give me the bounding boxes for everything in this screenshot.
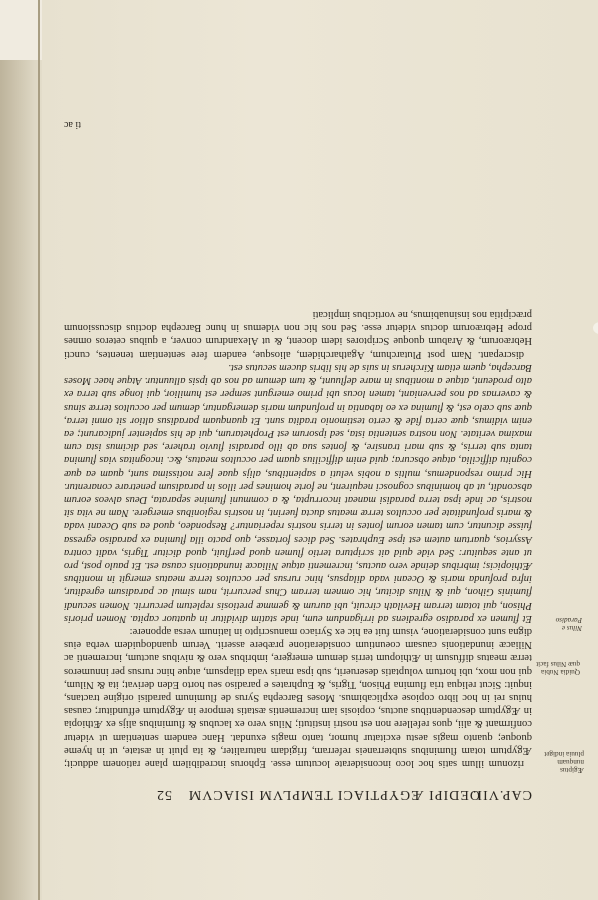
- paper-edge-stain: [0, 0, 42, 60]
- running-title: OEDIPI ÆGYPTIACI TEMPLVM ISIACVM: [187, 787, 480, 802]
- page-number: 52: [156, 787, 172, 802]
- paragraph-1: rizonum illum satis hoc loco inconsiderate locutum esse. Ephorus incredibilem plane rationem adducit; Ægyptum totam fluminibus subterraneis referram, frigidam naturaliter, & ita pluit in æstate, ut in hyeme quoque; quanto magis aestu excitatur humor, tanto magis exundat. Hanc eandem sententiam ut videtur confirmant & alii, quos refellere non est nostri instituti; Nilus vero ex lacubus & fluminibus alijs ex Æthiopia in Ægyptum descendentibus auctus, copiosis iam incrementis æstatis tempore in Ægyptum effunditur; causas huius rei in hoc libro copiose explicabimus. Moses Barcepha Syrus de fluminum paradisi origine tractans, inquit: Sicut reliqua tria flumina Phison, Tigris, & Euphrates e paradiso seu horto Eden derivat; ita & Nilum, qui non mox, ubi hortum voluptatis deseruerit, sub ipsa maris vada dilapsum, atque hinc rursus per innumeros terræ meatus diffusum in Æthiopum terris demum emergere, imbribus vero & nivibus auctum, incrementi ac Niliacæ inundationis causam coeuntium consideratione præbere asserit. Verum quandoquidem verba eius digna sunt consideratione, visum fuit ea hic ex Syriaco manuscripto in latinum versa apponere:: [64, 625, 532, 769]
- margin-note-2: Quidia Nubia quæ Nilus facit: [536, 660, 580, 676]
- printed-text-block-upside-down: [64, 112, 584, 802]
- margin-note-1: Ægiptus nunquam pluuia indiget: [544, 750, 584, 774]
- gutter-crease: [38, 0, 40, 900]
- paragraph-3: discrepant. Nam post Plutarchum, Agatharchidem, aliosque, eandem fere sententiam tenentes, cuncti Hebræorum, & Arabum quoque Scriptores idem docent, & ut Alexandrum conver, a quibus ceteros omnes prope Hebræorum doctus videtur esse. Sed nos hic non videmus in hunc Barcepha doctius discussionum præcipitia nos insinuabimus, ne vorticibus implicati: [64, 309, 532, 360]
- chapter-label: CAP.VII.: [471, 787, 532, 802]
- catchword: ti ac: [64, 119, 81, 130]
- book-binding-gutter: [0, 0, 42, 900]
- margin-note-3: Nilus e Paradiso: [555, 616, 582, 632]
- paragraph-2-quotation: Et flumen ex paradiso egrediens ad irrigandum eum, inde statim dividitur in quatuor capita. Nomen prioris Phison, qui totam terram Hevilath circuit, ubi aurum & gemmæ pretiosis repletum percurrit. Nomen secundi fluminis Gihon, qui & Nilus dicitur, hic omnem terram Chus percurrit, nam simul ac paradisum egreditur, infra profunda maris & Oceani vada dilapsus, hinc rursus per occultos terræ meatus emergit in montibus Æthiopicis; imbribus deinde vero auctus, incrementi atque Niliacæ inundationis causa est. Et paulo post, pro ut ante sequitur: Sed vide quid ait scriptura tertio flumen quod perfluit, quod dicitur Tigris, vadit contra Assyrios, quartum autem est ipse Euphrates. Sed dices fortasse, quo pacto illa flumina ex paradiso egressa fuisse dicuntur, cum tamen eorum fontes in terris nostris reperiantur? Respondeo, quod ea sub Oceani vada & maris profunditate per occultos terræ meatus ducta fuerint, in nostris regionibus emergere. Nam ne vita sit nostris, ac inde ipsa terra paradisi maneat incorrupta, & a communi flumine separata, Deus alveos eorum abscondit, ut ab hominibus cognosci nequirent, ne forte homines per illos in paradisum penetrare conarentur. Hic primo respondemus, multis a nobis veluti a sapientibus, alijs quae fere notissima sunt, quam ea quæ cognitu difficilia, atque obscura; quid enim difficilius quam per occultos meatus, &c. incognitas vias flumina tanta sub terris, & sub mari transire, & fontes sua ab illo paradisi fluvio trahere, sed dicimus ista cum maxima veritate. Non nostra sententia ista, sed ipsorum est Prophetarum, qui de his sapienter judicarunt; ea enim vidimus, quæ certa fide & certo testimonio tradita sunt. Et quanquam paradisus altior sit omni terra, quæ sub cælo est, & flumina ex eo labantia in profundum maris demergantur, demum per occultos terræ sinus & cavernas ad nos perveniant, tamen locus ubi primo emergunt semper est humilior, qui longe sub terra ex alto prodeunt, atque a montibus in mare defluunt, & tum demum ad nos ab ipsis alluuntur. Atque haec Moses Barcepha, quem etiam Kircherus in suis de his libris ducem secutus est.: [64, 361, 532, 624]
- running-head: [64, 776, 532, 802]
- body-text: [64, 308, 532, 770]
